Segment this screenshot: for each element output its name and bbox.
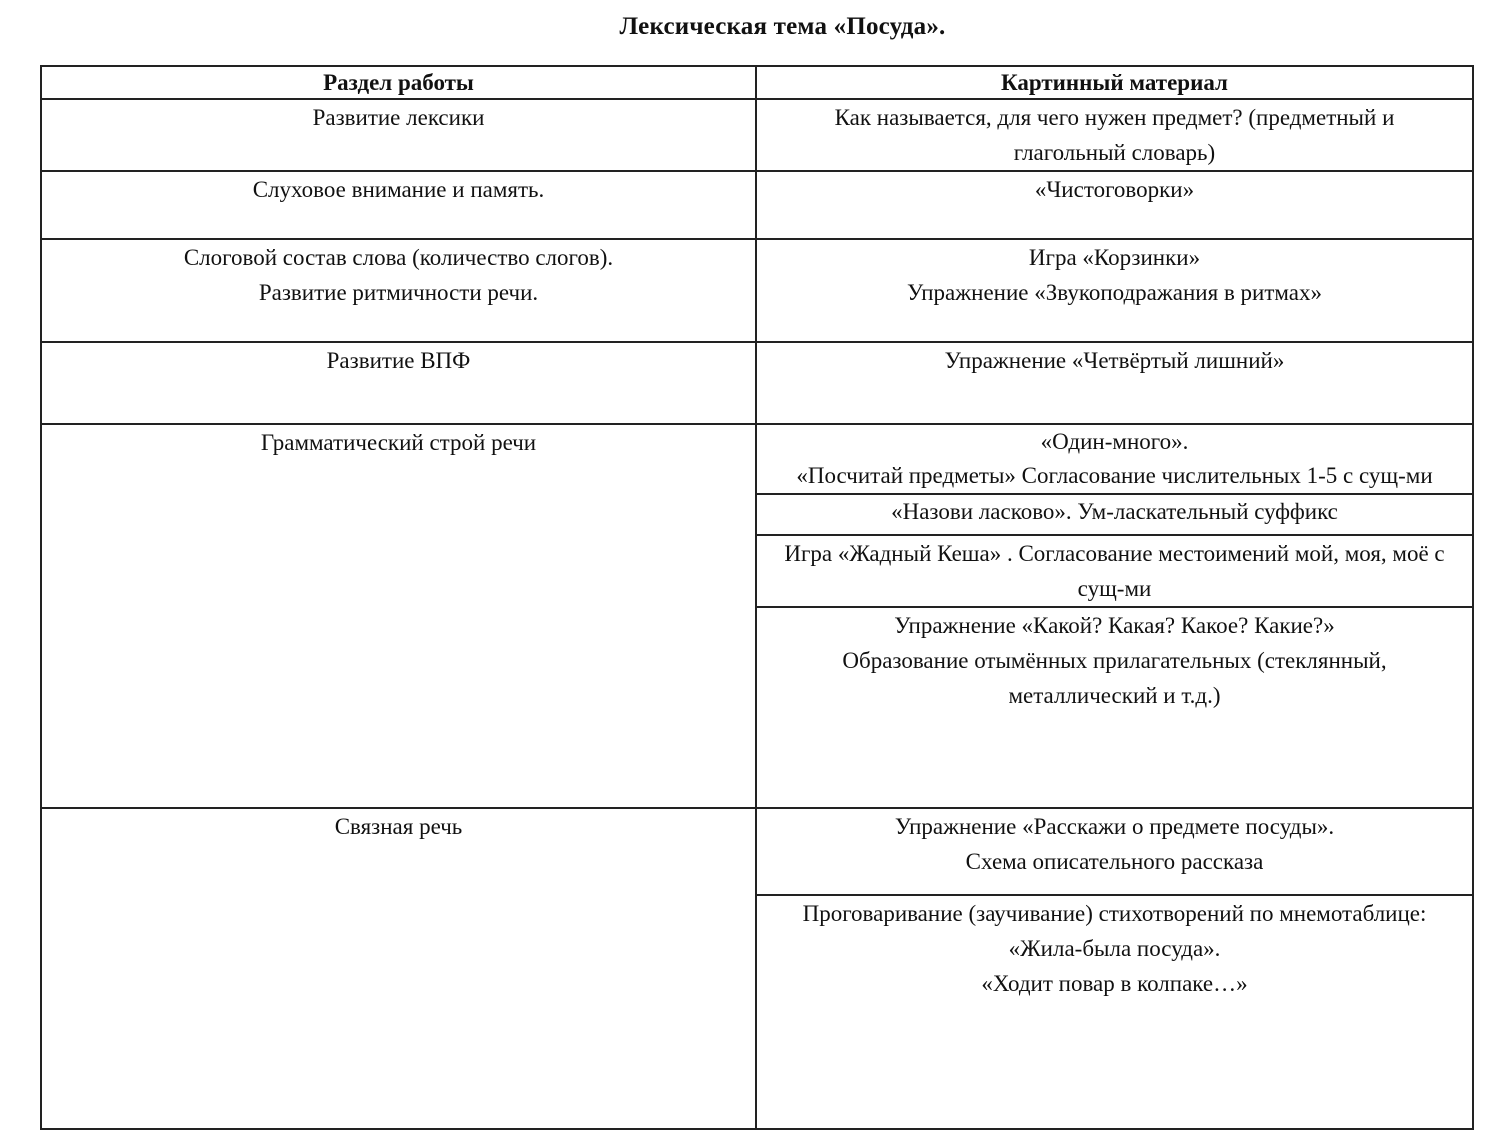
lesson-plan-table xyxy=(40,65,1474,1130)
section-cell xyxy=(41,99,756,171)
material-text: Схема описательного рассказа xyxy=(965,849,1264,874)
material-cell xyxy=(756,808,1473,895)
material-text: Образование отымённых прилагательных (стеклянный, металлический и т.д.) xyxy=(842,648,1387,708)
table-row xyxy=(41,808,1473,895)
material-cell xyxy=(756,535,1473,607)
section-cell xyxy=(41,342,756,424)
material-text: Проговаривание (заучивание) стихотворений по мнемотаблице: xyxy=(802,901,1427,926)
material-cell xyxy=(756,342,1473,424)
material-text: Упражнение «Звукоподражания в ритмах» xyxy=(906,280,1323,305)
table-row xyxy=(41,171,1473,239)
section-cell xyxy=(41,239,756,342)
table-row xyxy=(41,342,1473,424)
material-text: Упражнение «Расскажи о предмете посуды». xyxy=(894,814,1335,839)
section-text: Развитие ритмичности речи. xyxy=(258,280,539,305)
material-text: «Один-много». xyxy=(1040,429,1189,454)
material-cell xyxy=(756,99,1473,171)
page-title: Лексическая тема «Посуда». xyxy=(619,13,946,40)
material-cell xyxy=(756,171,1473,239)
header-section: Раздел работы xyxy=(41,66,756,99)
material-text: «Чистоговорки» xyxy=(1034,177,1195,202)
material-text: Упражнение «Четвёртый лишний» xyxy=(944,348,1285,373)
section-text: Слоговой состав слова (количество слогов). xyxy=(183,245,614,270)
section-cell xyxy=(41,808,756,1129)
material-cell xyxy=(756,607,1473,808)
section-text: Слуховое внимание и память. xyxy=(252,177,545,202)
section-text: Связная речь xyxy=(334,814,463,839)
material-cell xyxy=(756,424,1473,494)
table-header-row xyxy=(41,66,1473,99)
material-text: «Посчитай предметы» Согласование числительных 1-5 с сущ-ми xyxy=(796,463,1433,488)
material-text: Как называется, для чего нужен предмет? (предметный и глагольный словарь) xyxy=(834,105,1395,165)
table-row xyxy=(41,239,1473,342)
material-cell xyxy=(756,895,1473,1129)
section-text: Грамматический строй речи xyxy=(260,430,537,455)
section-cell xyxy=(41,424,756,808)
material-text: «Назови ласково». Ум-ласкательный суффикс xyxy=(891,499,1338,524)
section-text: Развитие ВПФ xyxy=(326,348,471,373)
material-text: Упражнение «Какой? Какая? Какое? Какие?» xyxy=(894,613,1335,638)
material-cell xyxy=(756,239,1473,342)
material-text: «Ходит повар в колпаке…» xyxy=(981,971,1248,996)
material-cell xyxy=(756,494,1473,535)
material-text: Игра «Жадный Кеша» . Согласование местоимений мой, моя, моё с сущ-ми xyxy=(784,541,1445,601)
header-material: Картинный материал xyxy=(756,66,1473,99)
material-text: «Жила-была посуда». xyxy=(1008,936,1221,961)
section-text: Развитие лексики xyxy=(312,105,485,130)
material-text: Игра «Корзинки» xyxy=(1028,245,1201,270)
table-row xyxy=(41,99,1473,171)
section-cell xyxy=(41,171,756,239)
table-row xyxy=(41,424,1473,494)
